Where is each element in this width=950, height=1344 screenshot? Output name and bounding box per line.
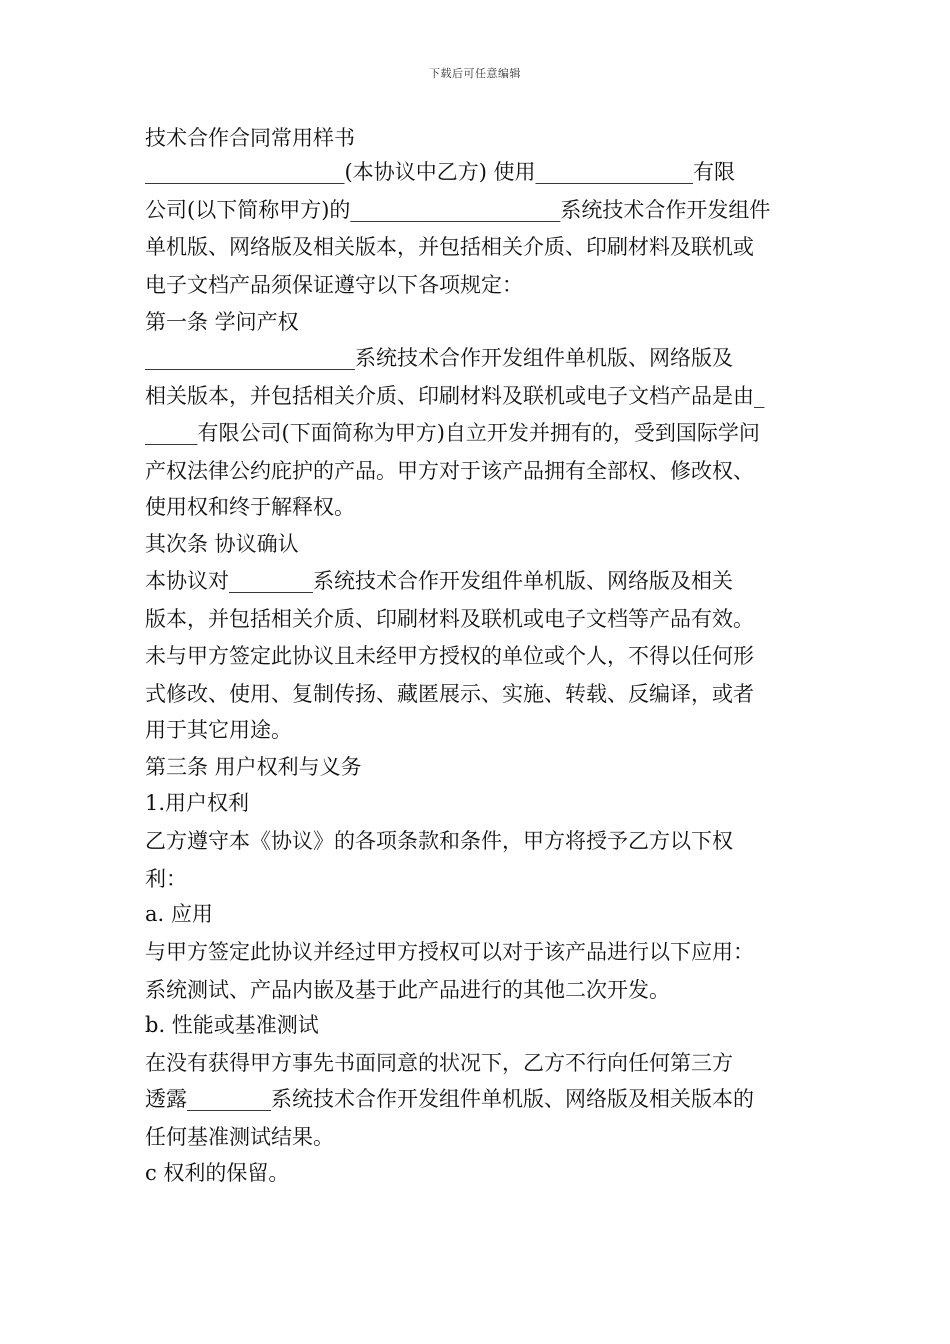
paragraph-line: 相关版本，并包括相关介质、印刷材料及联机或电子文档产品是由_	[145, 384, 765, 408]
subsection-heading: b. 性能或基准测试	[145, 1013, 319, 1037]
section-heading: 其次条 协议确认	[145, 532, 299, 556]
paragraph-line: 公司(以下简称甲方)的____________________系统技术合作开发组件	[145, 198, 771, 222]
paragraph-line: 乙方遵守本《协议》的各项条款和条件，甲方将授予乙方以下权	[145, 829, 733, 853]
paragraph-line: 与甲方签定此协议并经过甲方授权可以对于该产品进行以下应用：	[145, 940, 754, 964]
document-title: 技术合作合同常用样书	[145, 126, 355, 150]
paragraph-line: ____________________系统技术合作开发组件单机版、网络版及	[145, 346, 733, 370]
paragraph-line: 本协议对________系统技术合作开发组件单机版、网络版及相关	[145, 569, 733, 593]
subsection-heading: a. 应用	[145, 902, 213, 926]
paragraph-line: 利：	[145, 867, 187, 891]
paragraph-line: 使用权和终于解释权。	[145, 495, 355, 519]
paragraph-line: 产权法律公约庇护的产品。甲方对于该产品拥有全部权、修改权、	[145, 459, 754, 483]
paragraph-line: 版本，并包括相关介质、印刷材料及联机或电子文档等产品有效。	[145, 607, 754, 631]
paragraph-line: 任何基准测试结果。	[145, 1125, 334, 1149]
paragraph-line: 透露________系统技术合作开发组件单机版、网络版及相关版本的	[145, 1087, 754, 1111]
paragraph-line: ___________________(本协议中乙方) 使用_______________有限	[145, 160, 736, 184]
paragraph-line: 式修改、使用、复制传扬、藏匿展示、实施、转载、反编译，或者	[145, 682, 754, 706]
subsection-heading: 1.用户权利	[145, 791, 250, 815]
section-heading: 第三条 用户权利与义务	[145, 755, 362, 779]
section-heading: 第一条 学问产权	[145, 310, 299, 334]
paragraph-line: 电子文档产品须保证遵守以下各项规定：	[145, 273, 523, 297]
paragraph-line: 系统测试、产品内嵌及基于此产品进行的其他二次开发。	[145, 978, 670, 1002]
paragraph-line: 用于其它用途。	[145, 718, 292, 742]
paragraph-line: 单机版、网络版及相关版本，并包括相关介质、印刷材料及联机或	[145, 235, 754, 259]
paragraph-line: 未与甲方签定此协议且未经甲方授权的单位或个人，不得以任何形	[145, 644, 754, 668]
subsection-heading: c 权利的保留。	[145, 1161, 290, 1185]
paragraph-line: _____有限公司(下面简称为甲方)自立开发并拥有的，受到国际学问	[145, 421, 760, 445]
paragraph-line: 在没有获得甲方事先书面同意的状况下，乙方不行向任何第三方	[145, 1051, 733, 1075]
header-note: 下载后可任意编辑	[429, 67, 521, 80]
